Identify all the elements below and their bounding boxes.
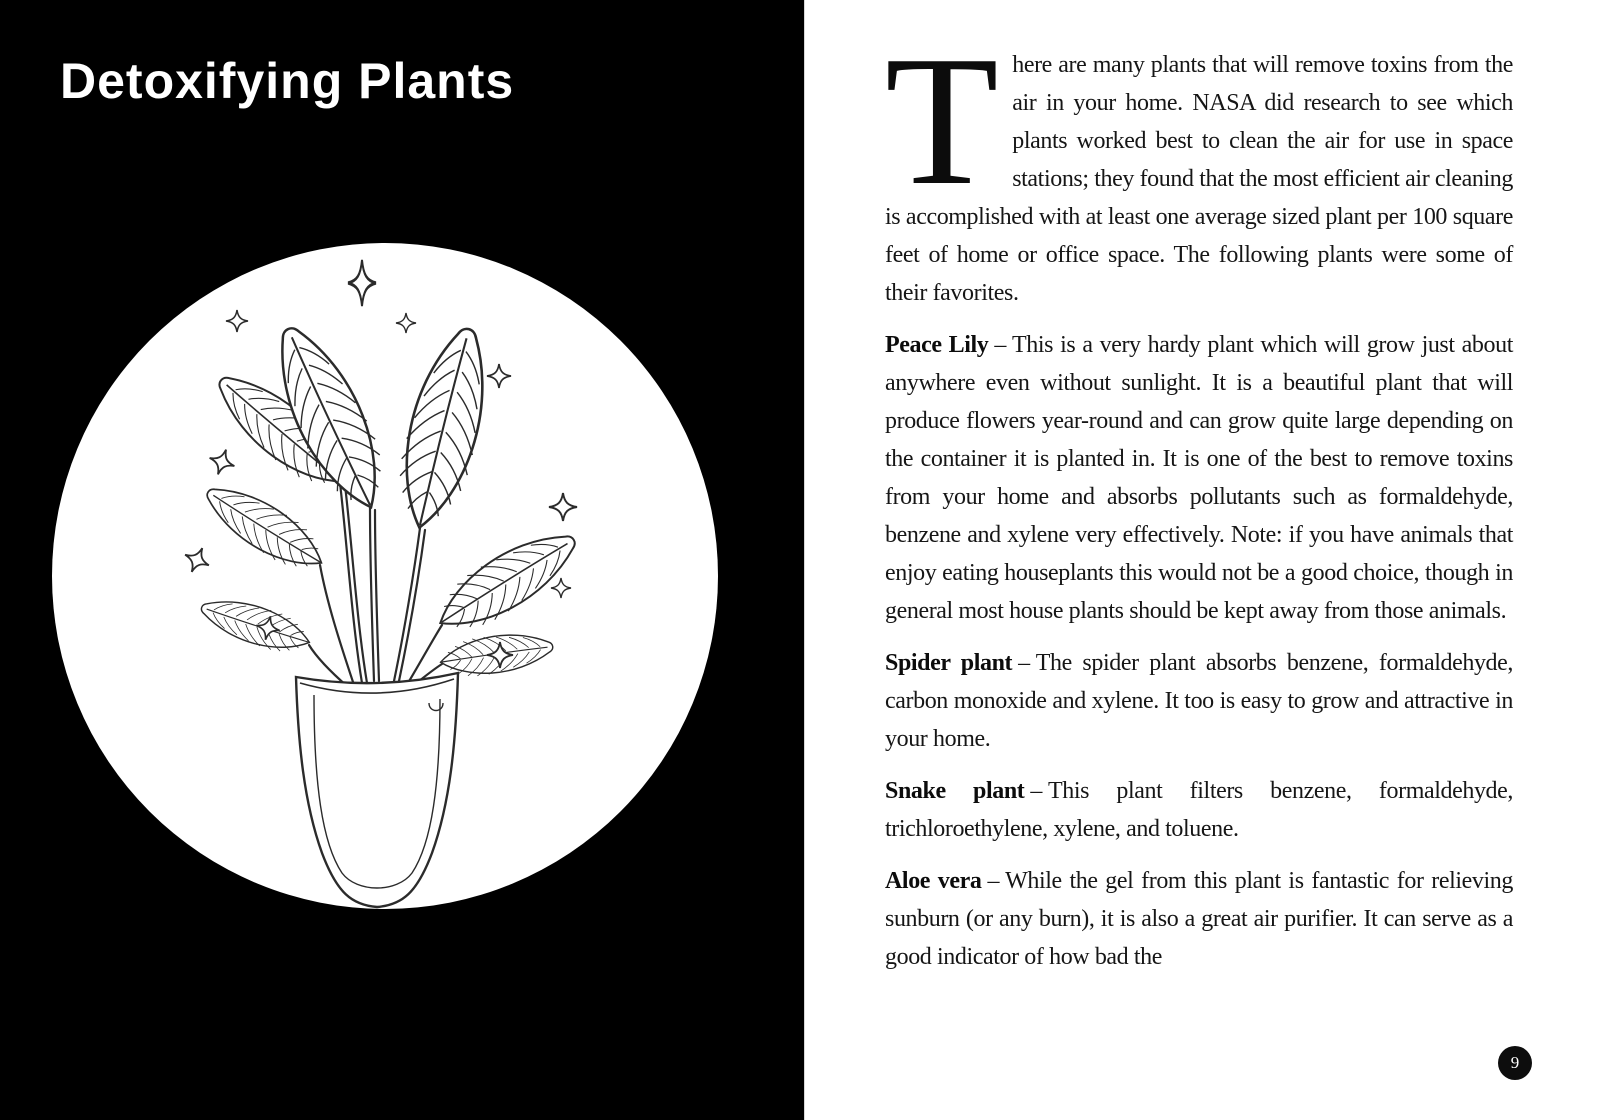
intro-paragraph [885,18,1513,312]
entry-dash: – [987,868,1000,894]
chapter-title: Detoxifying Plants [60,53,515,109]
plant-entry-snake-plant [885,772,1513,848]
page-number: 9 [1510,1053,1520,1072]
page-number-badge [1498,1046,1532,1080]
plant-description: While the gel from this plant is fantastic for relieving sunburn (or any burn), it is also a great air purifier. It can serve as a good indicator of how bad the [885,868,1513,970]
right-page [804,0,1600,1120]
plant-description: This plant filters benzene, formaldehyde, trichloroethylene, xylene, and toluene. [885,778,1513,842]
plant-description: This is a very hardy plant which will grow just about anywhere even without sunlight. It is a beautiful plant that will produce flowers year-round and can grow quite large depending on the container it is planted in. It is one of the best to remove toxins from your home and absorbs pollutants such as formaldehyde, benzene and xylene very effectively. Note: if you have animals that enjoy eating houseplants this would not be a good choice, though in general most house plants should be kept away from those animals. [885,332,1513,624]
entry-dash: – [1030,778,1042,804]
plant-entry-peace-lily [885,326,1513,630]
plant-illustration [52,243,718,909]
plant-name: Peace Lily [885,332,989,358]
plant-name: Aloe vera [885,868,982,894]
plant-name: Snake plant [885,778,1025,804]
body-text-column [885,18,1513,990]
plant-entry-aloe-vera [885,862,1513,976]
plant-name: Spider plant [885,650,1013,676]
entry-dash: – [1018,650,1030,676]
drop-cap: T [885,18,999,224]
plant-entry-spider-plant [885,644,1513,758]
entry-dash: – [994,332,1006,358]
intro-text: here are many plants that will remove toxins from the air in your home. NASA did research to see which plants worked best to clean the air for use in space stations; they found that the most efficient air cleaning is accomplished with at least one average sized plant per 100 square feet of home or office space. The following plants were some of their favorites. [885,52,1513,306]
plant-illustration-svg [52,243,718,909]
plant-description: The spider plant absorbs benzene, formaldehyde, carbon monoxide and xylene. It too is easy to grow and attractive in your home. [885,650,1513,752]
